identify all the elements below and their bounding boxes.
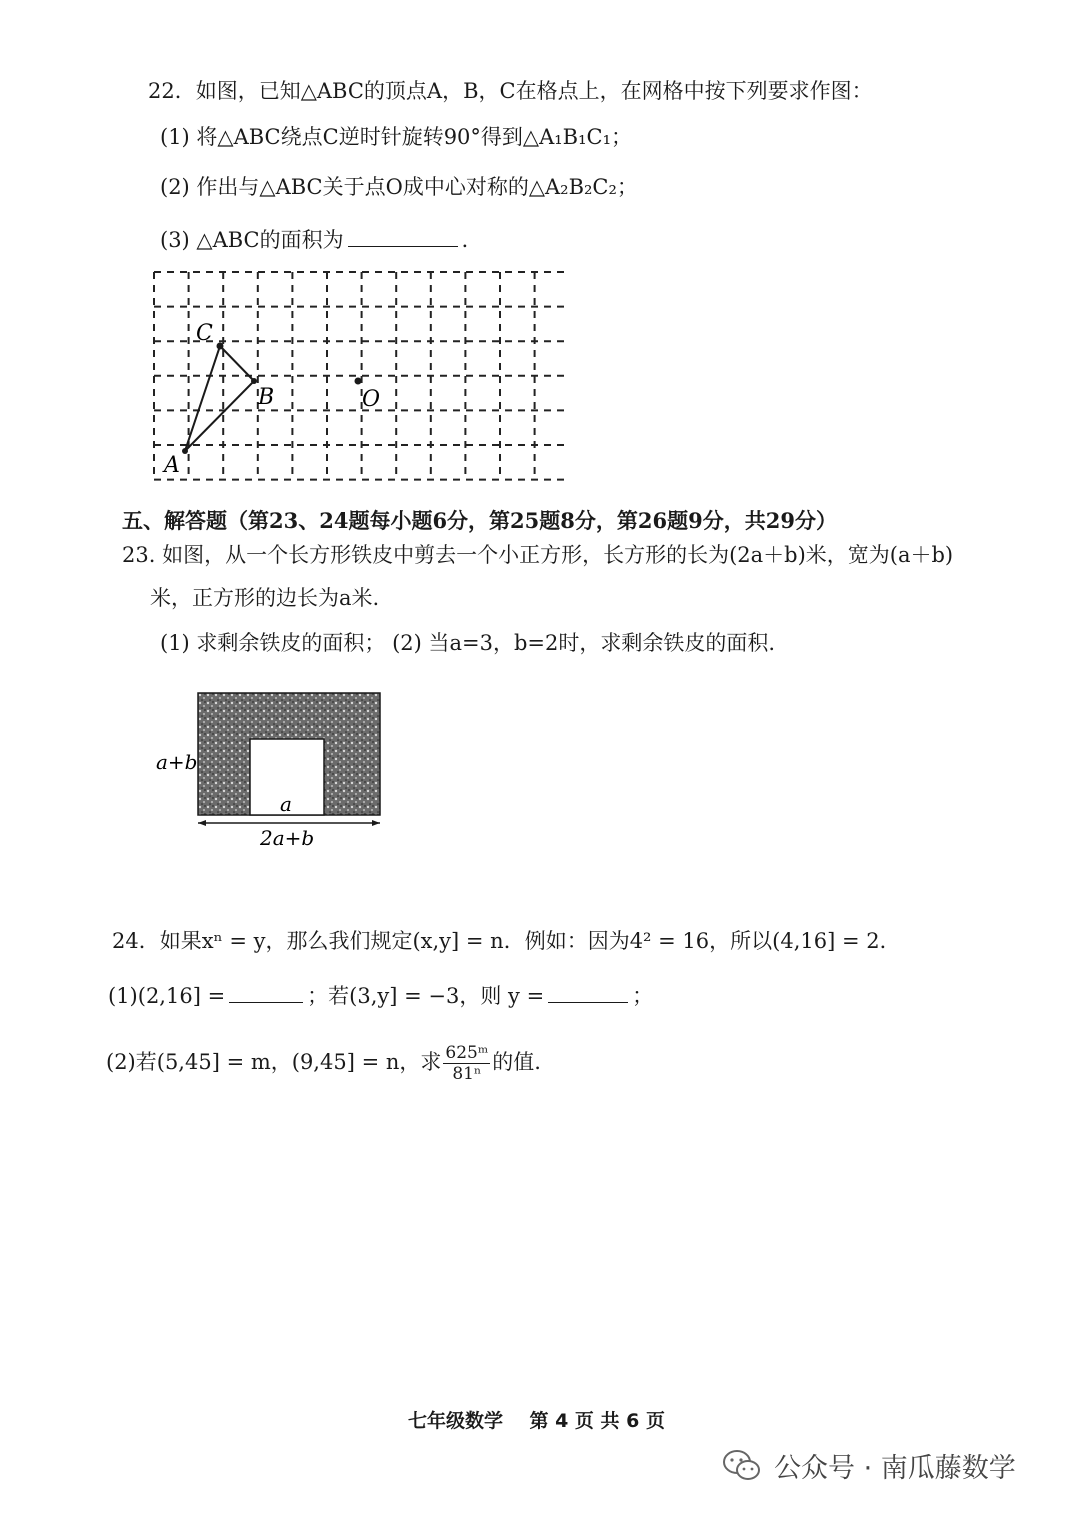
section5-title: 五、解答题（第23、24题每小题6分，第25题8分，第26题9分，共29分）: [122, 508, 837, 533]
q24-line1: 24．如果xⁿ = y，那么我们规定(x,y] = n．例如：因为4² = 16，所以(4,16] = 2．: [112, 929, 901, 953]
q24-part1-a: (1)(2,16] =: [108, 984, 226, 1008]
label-o: O: [362, 387, 381, 412]
label-a-side: a: [280, 792, 292, 816]
q24-part1-b: ；若(3,y] = −3，则 y =: [307, 984, 545, 1008]
q22-area-blank[interactable]: [348, 224, 458, 247]
q22-part3: [160, 224, 483, 255]
side-ca: [185, 346, 220, 451]
q22-grid-figure: [148, 266, 568, 494]
q22-part2: (2) 作出与△ABC关于点O成中心对称的△A₂B₂C₂；: [160, 175, 638, 199]
watermark: [722, 1446, 1016, 1485]
arrow-right: [372, 820, 380, 826]
q22-part3-text: (3) △ABC的面积为: [160, 228, 344, 252]
point-a: [182, 448, 188, 454]
wechat-icon: [722, 1449, 762, 1483]
q22-part1: (1) 将△ABC绕点C逆时针旋转90°得到△A₁B₁C₁；: [160, 125, 632, 149]
q23-line1: 23. 如图，从一个长方形铁皮中剪去一个小正方形，长方形的长为(2a＋b)米，宽为(a＋b): [122, 543, 954, 567]
grid-lines: [154, 272, 568, 480]
q24-part2-a: (2)若(5,45] = m，(9,45] = n，求: [106, 1050, 442, 1074]
q22-stem: 22．如图，已知△ABC的顶点A，B，C在格点上，在网格中按下列要求作图：: [148, 79, 873, 103]
fraction: [443, 1043, 490, 1084]
point-c: [217, 343, 224, 350]
label-c: C: [196, 321, 213, 346]
q24-part1: [108, 980, 653, 1011]
side-ab: [185, 381, 254, 451]
fraction-numerator: 625ᵐ: [445, 1043, 489, 1063]
q23-line3: (1) 求剩余铁皮的面积； (2) 当a=3，b=2时，求剩余铁皮的面积.: [160, 631, 776, 655]
label-height: a+b: [156, 750, 198, 774]
q24-blank-1[interactable]: [229, 980, 303, 1003]
q24-part2: [106, 1040, 541, 1084]
q22-part3-end: ．: [461, 228, 483, 252]
triangle-abc: [185, 346, 254, 451]
watermark-text: 公众号 · 南瓜藤数学: [774, 1453, 1016, 1484]
arrow-left: [198, 820, 206, 826]
label-b: B: [258, 385, 275, 410]
q24-blank-2[interactable]: [548, 980, 628, 1003]
q23-line2: 米，正方形的边长为a米.: [150, 586, 380, 610]
q24-part1-c: ；: [632, 984, 654, 1008]
label-width: 2a+b: [260, 826, 315, 850]
label-a: A: [164, 453, 180, 478]
point-o: [355, 378, 362, 385]
point-b: [251, 378, 257, 384]
fraction-denominator: 81ⁿ: [452, 1064, 482, 1084]
q24-part2-b: 的值.: [492, 1050, 541, 1074]
page-footer: 七年级数学 第 4 页 共 6 页: [408, 1410, 665, 1432]
q23-rect-figure: [150, 685, 400, 855]
